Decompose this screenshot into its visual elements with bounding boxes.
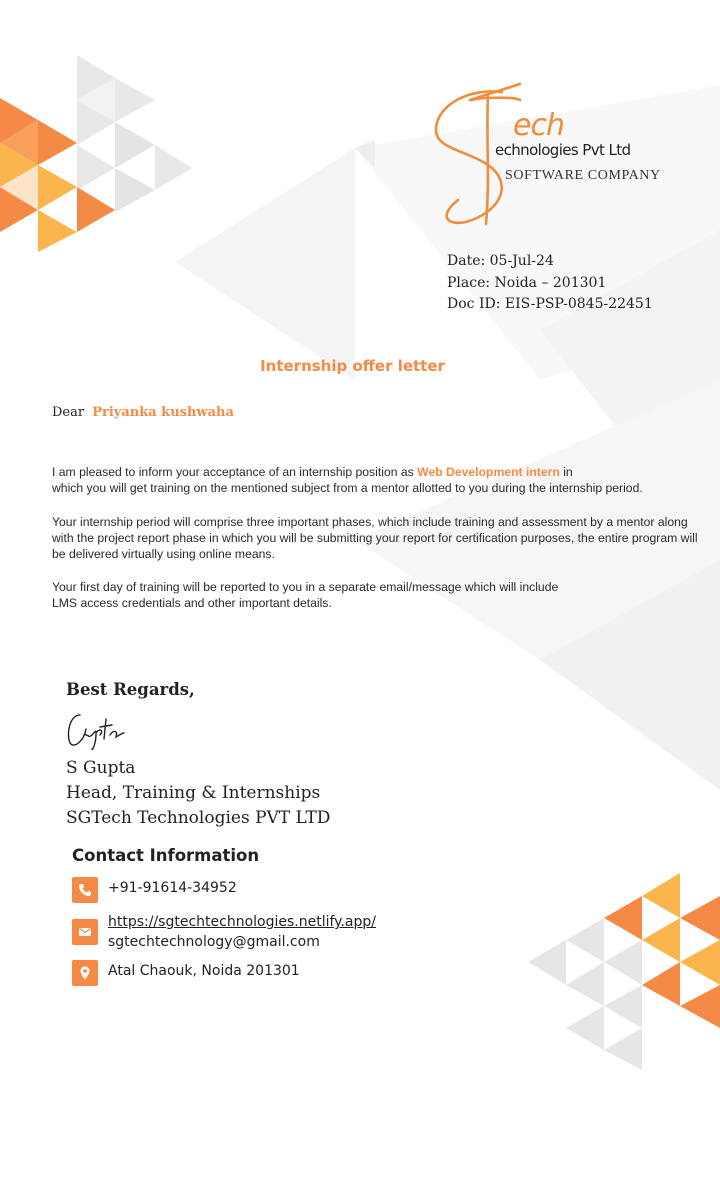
paragraph-2: Your internship period will comprise three important phases, which include training and assessment by a mentor along with the project report phase in which you will be submitting your report for certification purposes, the entire program will be delivered virtually using online means. (52, 515, 698, 562)
letter-title: Internship offer letter (260, 357, 445, 375)
contact-heading: Contact Information (72, 846, 260, 865)
best-regards: Best Regards, (66, 680, 195, 699)
signatory-role: Head, Training & Internships (66, 783, 321, 803)
website-link[interactable]: https://sgtechtechnologies.netlify.app/ (108, 914, 376, 930)
salutation-word: Dear (52, 405, 85, 420)
logo-tech-text: ech (513, 108, 564, 143)
signatory-details (66, 756, 330, 831)
location-pin-icon (72, 960, 98, 986)
recipient-name: Priyanka kushwaha (92, 405, 234, 420)
paragraph-1 (52, 464, 702, 496)
salutation (52, 405, 234, 420)
handwritten-signature (62, 705, 132, 755)
p3-line1: Your first day of training will be reported to you in a separate email/message which will include (52, 580, 559, 594)
phone-number: +91-91614-34952 (108, 880, 237, 896)
top-left-triangle-pattern (0, 55, 192, 252)
logo-company-name: echnologies Pvt Ltd (495, 141, 631, 159)
paragraph-3 (52, 579, 702, 611)
logo-tagline: SOFTWARE COMPANY (505, 168, 661, 183)
signatory-org: SGTech Technologies PVT LTD (66, 808, 331, 828)
email-address: sgtechtechnology@gmail.com (108, 934, 320, 950)
internship-role: Web Development intern (417, 465, 560, 479)
p1-line2: which you will get training on the mentioned subject from a mentor allotted to you during the internship period. (52, 481, 643, 496)
doc-id-line: Doc ID: EIS-PSP-0845-22451 (447, 296, 653, 312)
address: Atal Chaouk, Noida 201301 (108, 963, 300, 979)
signatory-name: S Gupta (66, 758, 136, 778)
place-line: Place: Noida – 201301 (447, 274, 607, 291)
mail-icon (72, 919, 98, 945)
date-line: Date: 05-Jul-24 (447, 253, 554, 269)
p1-after: in (559, 465, 573, 479)
contact-web-email (108, 912, 376, 952)
document-meta (447, 251, 653, 316)
phone-icon (72, 877, 98, 903)
p1-before: I am pleased to inform your acceptance of an internship position as (52, 465, 418, 479)
bottom-right-triangle-pattern (528, 873, 720, 1070)
p3-line2: LMS access credentials and other important details. (52, 596, 332, 611)
